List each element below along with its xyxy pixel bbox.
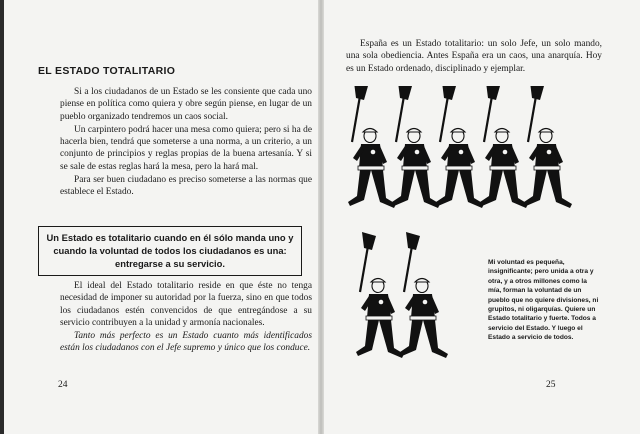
book-gutter xyxy=(318,0,324,434)
page-number-right: 25 xyxy=(546,380,556,390)
left-page xyxy=(30,30,312,420)
figure-caption: Mi voluntad es pequeña, insignificante; pero unida a otra y otra, y a otros millones como la mía, forman la voluntad de un pueblo que no quiere divisiones, ni grupitos, ni oligarquías. Quiere un Estado totalitario y fuerte. Todos a servicio del Estado. Y luego el Estado a servicio de todos. xyxy=(488,259,599,342)
figure-3 xyxy=(436,86,484,208)
body-text-upper xyxy=(60,86,312,200)
figure-2 xyxy=(392,86,440,208)
body-text-lower xyxy=(60,280,312,356)
figure-1 xyxy=(348,86,396,208)
paragraph: Si a los ciudadanos de un Estado se les consiente que cada uno piense en política como quiera y obre según piense, en lugar de un pueblo organizado tendremos un caos social. xyxy=(60,87,312,122)
page-edge xyxy=(0,0,4,434)
paragraph: Un carpintero podrá hacer una mesa como quiera; pero si ha de hacerla bien, tendrá que someterse a una norma, a un criterio, a un conjunto de principios y reglas propias de la buena artesanía. Y si se sale de estas reglas hará la mesa, pero la hará mal. xyxy=(60,124,312,172)
figure-7 xyxy=(400,232,448,358)
figure-4 xyxy=(480,86,528,208)
italic-paragraph: Tanto más perfecto es un Estado cuanto más identificados están los ciudadanos con el Jefe supremo y único que los conduce. xyxy=(60,331,312,354)
page-number-left: 24 xyxy=(58,380,68,390)
paragraph: Para ser buen ciudadano es preciso someterse a las normas que establece el Estado. xyxy=(60,175,312,198)
right-page xyxy=(336,30,606,420)
callout-box: Un Estado es totalitario cuando en él sólo manda uno y cuando la voluntad de todos los ciudadanos es una: entregarse a su servicio. xyxy=(38,226,302,276)
figure-6 xyxy=(356,232,404,358)
figure-5 xyxy=(524,86,572,208)
page-heading: EL ESTADO TOTALITARIO xyxy=(38,65,176,77)
paragraph: El ideal del Estado totalitario reside en que éste no tenga necesidad de imponer su autoridad por la fuerza, sino en que todos los ciudadanos estén convencidos de que entregándose a su servicio contribuyen a la unidad y armonía nacionales. xyxy=(60,281,312,328)
intro-paragraph: España es un Estado totalitario: un solo Jefe, un solo mando, una sola obediencia. Antes España era un caos, una anarquía. Hoy es un Estado ordenado, disciplinado y ejemplar. xyxy=(346,39,602,74)
